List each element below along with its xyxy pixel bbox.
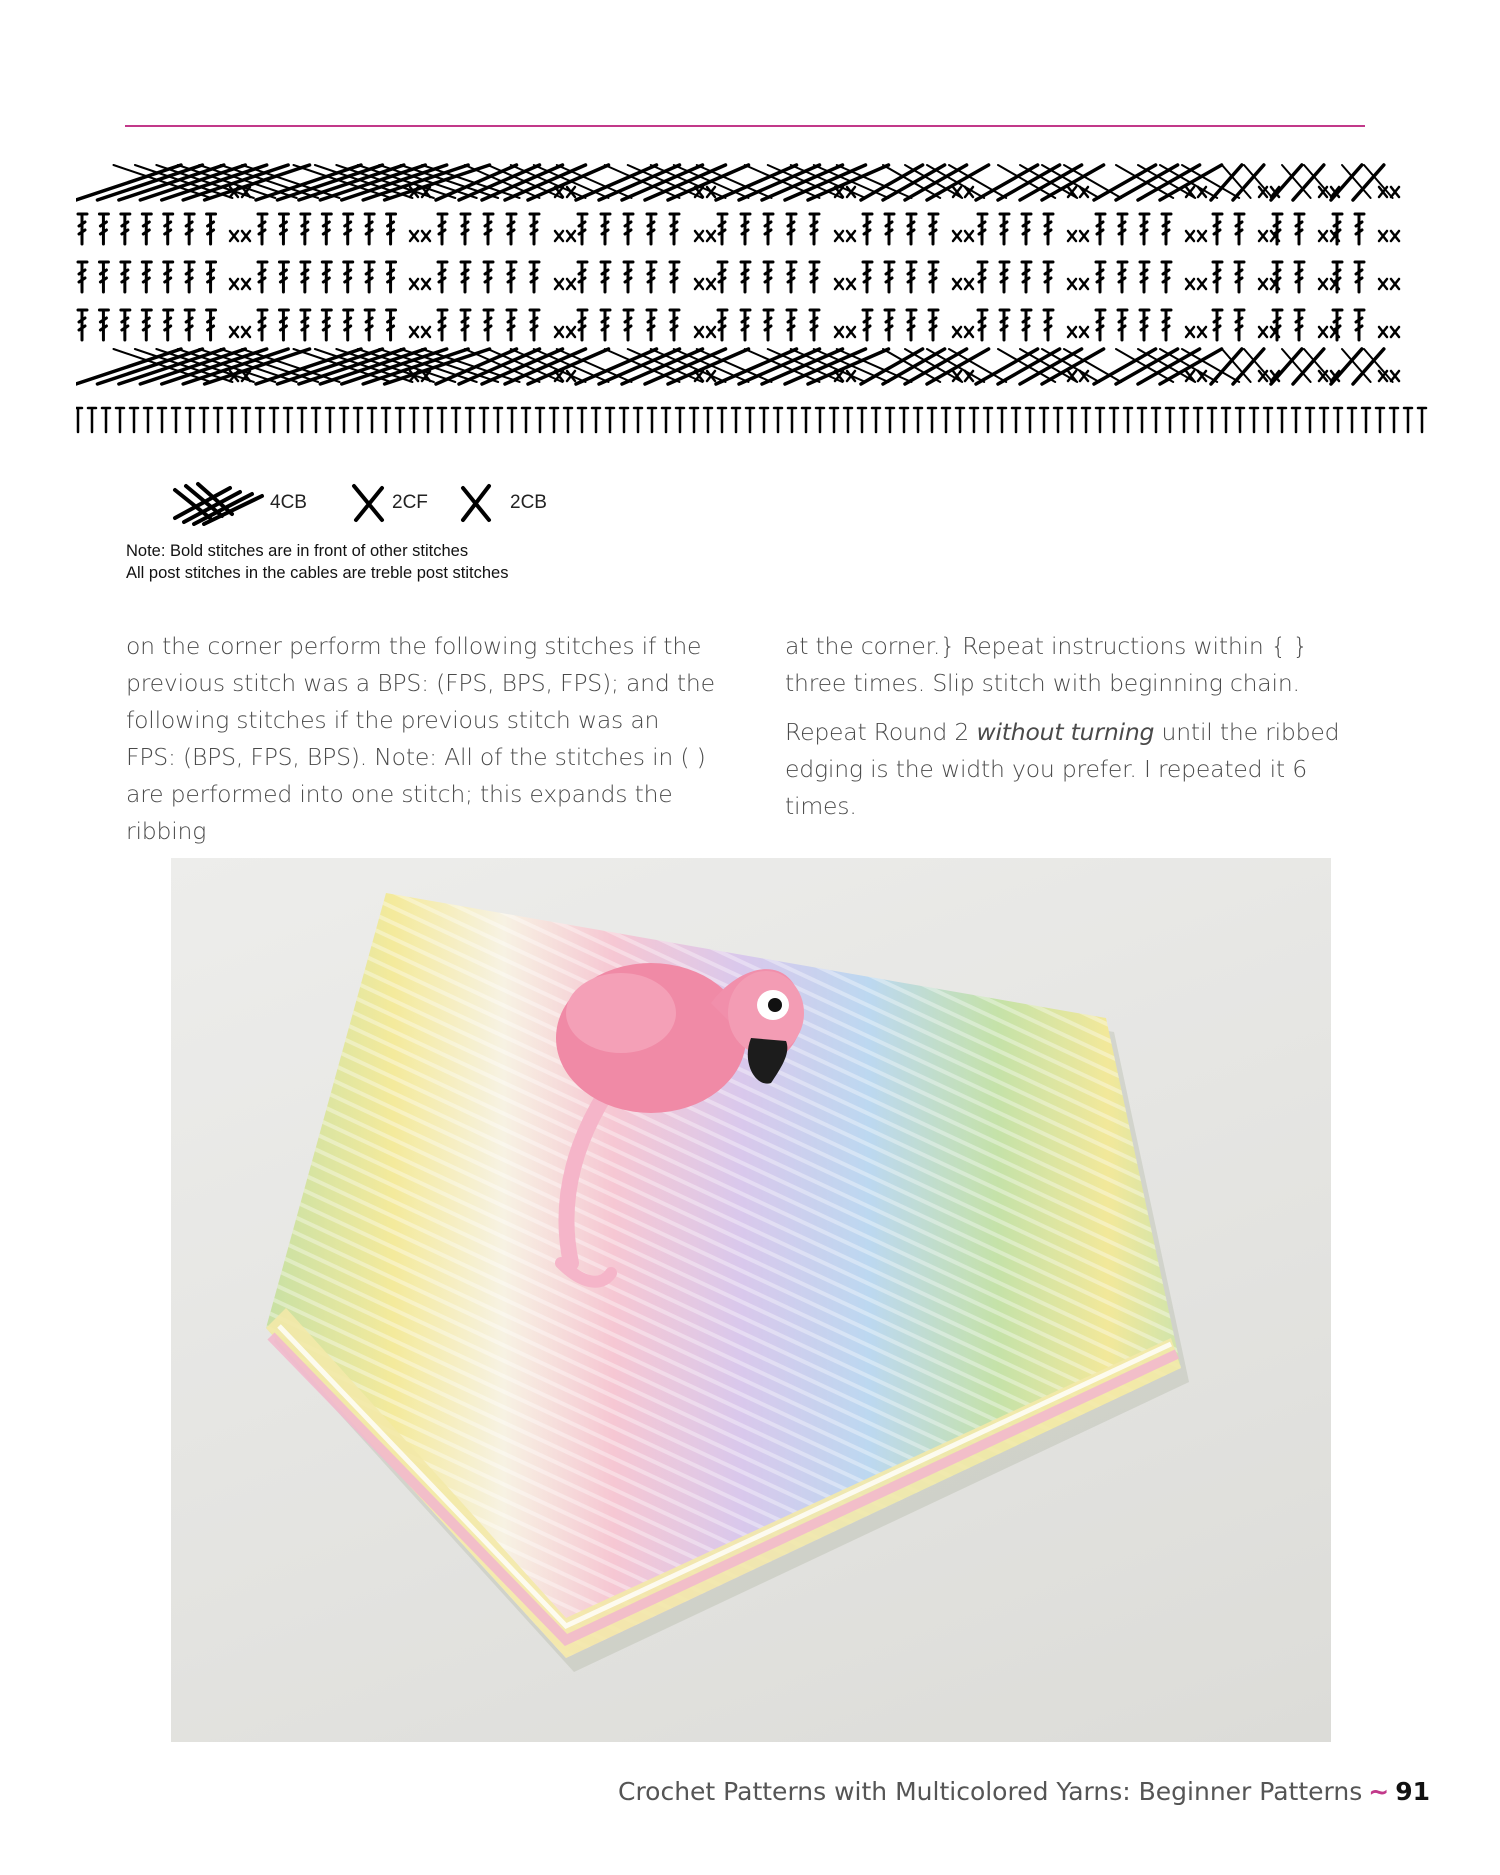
chart-legend xyxy=(170,480,650,530)
footer-separator: ~ xyxy=(1368,1777,1390,1806)
page-footer xyxy=(618,1777,1430,1806)
legend-label-2cb: 2CB xyxy=(510,492,547,513)
cable-4cb-icon xyxy=(170,480,265,526)
italic-text-run: without turning xyxy=(976,718,1155,746)
body-paragraph-right-1: at the corner.} Repeat instructions within { } three times. Slip stitch with beginning chain. xyxy=(785,632,1308,697)
note-line-1: Note: Bold stitches are in front of other stitches xyxy=(126,542,469,560)
blanket-photo xyxy=(171,858,1331,1742)
cable-2cf-icon xyxy=(348,480,390,526)
note-line-2: All post stitches in the cables are treble post stitches xyxy=(126,564,509,582)
body-paragraph-left: on the corner perform the following stitches if the previous stitch was a BPS: (FPS, BPS, FPS); and the following stitches if the previous stitch was an FPS: (BPS, FPS, BPS). Note: All of the stitches in ( ) are performed into one stitch; this expands the ribbing xyxy=(126,632,715,845)
page-number: 91 xyxy=(1395,1777,1430,1806)
legend-label-2cf: 2CF xyxy=(392,492,428,513)
blanket-illustration xyxy=(171,858,1331,1742)
text-run: Repeat Round 2 xyxy=(785,718,977,746)
footer-title: Crochet Patterns with Multicolored Yarns: Beginner Patterns xyxy=(617,1777,1363,1806)
cable-2cb-icon xyxy=(455,480,497,526)
body-column-right xyxy=(785,628,1375,837)
chart-notes xyxy=(126,540,726,584)
text-run: until the ribbed edging is the width you prefer. I repeated it 6 times. xyxy=(785,718,1340,820)
body-column-left xyxy=(126,628,716,862)
crochet-stitch-chart xyxy=(76,152,1428,434)
body-paragraph-right-2 xyxy=(785,714,1375,825)
legend-label-4cb: 4CB xyxy=(270,492,307,513)
header-rule xyxy=(125,125,1365,127)
